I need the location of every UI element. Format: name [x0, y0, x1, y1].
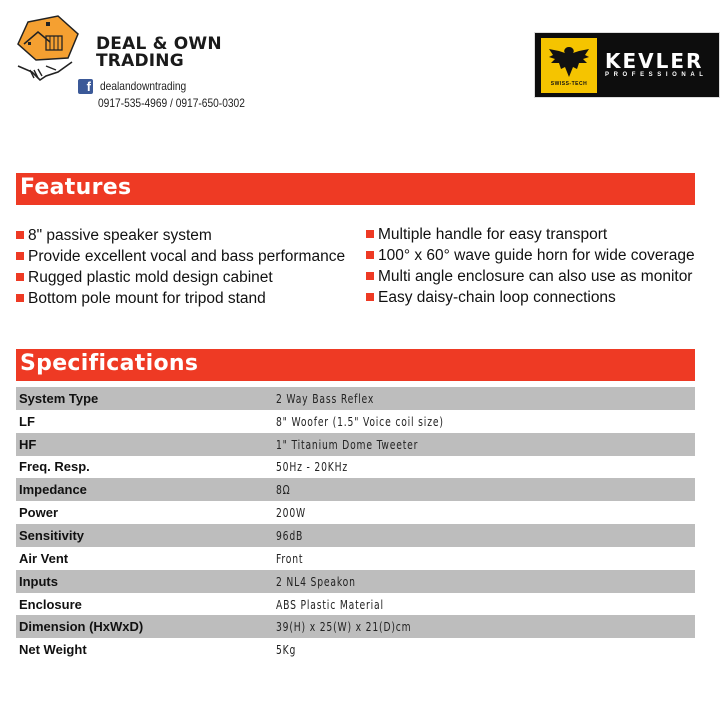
spec-value: 8" Woofer (1.5" Voice coil size) — [276, 413, 444, 429]
table-row — [16, 456, 695, 479]
partner-logo — [534, 32, 720, 98]
emblem-tag: SWISS-TECH — [550, 81, 588, 87]
spec-value: 50Hz - 20KHz — [276, 459, 349, 475]
feature-text: Bottom pole mount for tripod stand — [28, 289, 266, 307]
facebook-handle[interactable]: dealandowntrading — [100, 79, 187, 93]
spec-value: Front — [276, 550, 304, 566]
features-title: Features — [20, 175, 132, 200]
spec-label: HF — [19, 436, 37, 452]
table-row — [16, 524, 695, 547]
specifications-table — [16, 387, 695, 661]
feature-text: Easy daisy-chain loop connections — [378, 288, 616, 306]
spec-label: Freq. Resp. — [19, 459, 90, 475]
table-row — [16, 410, 695, 433]
spec-label: LF — [19, 413, 35, 429]
table-row — [16, 387, 695, 410]
spec-label: Net Weight — [19, 642, 87, 658]
feature-item — [366, 246, 695, 267]
spec-value: 8Ω — [276, 482, 291, 498]
bullet-icon — [366, 272, 374, 280]
brand-name-line2: TRADING — [96, 51, 184, 71]
partner-subtitle: PROFESSIONAL — [605, 72, 708, 78]
facebook-icon: f — [78, 79, 93, 94]
spec-value: ABS Plastic Material — [276, 596, 384, 612]
bullet-icon — [16, 294, 24, 302]
bullet-icon — [366, 251, 374, 259]
feature-item — [16, 288, 345, 309]
spec-value: 1" Titanium Dome Tweeter — [276, 436, 419, 452]
spec-value: 96dB — [276, 527, 304, 543]
spec-value: 2 Way Bass Reflex — [276, 390, 375, 406]
table-row — [16, 593, 695, 616]
feature-text: 8" passive speaker system — [28, 227, 212, 245]
spec-label: Impedance — [19, 482, 87, 498]
spec-value: 200W — [276, 505, 307, 521]
facebook-contact[interactable] — [78, 78, 201, 94]
table-row — [16, 570, 695, 593]
spec-label: Sensitivity — [19, 527, 85, 543]
table-row — [16, 501, 695, 524]
features-list-right — [366, 225, 695, 308]
feature-text: Multi angle enclosure can also use as monitor — [378, 267, 693, 285]
table-row — [16, 433, 695, 456]
spec-label: Dimension (HxWxD) — [19, 619, 144, 635]
feature-item — [366, 287, 695, 308]
feature-text: Rugged plastic mold design cabinet — [28, 268, 273, 286]
bullet-icon — [16, 231, 24, 239]
bullet-icon — [366, 230, 374, 238]
bullet-icon — [16, 273, 24, 281]
feature-item — [16, 247, 345, 268]
spec-label: Air Vent — [19, 550, 69, 566]
spec-label: System Type — [19, 390, 99, 406]
phone-numbers: 0917-535-4969 / 0917-650-0302 — [98, 96, 245, 110]
feature-item — [16, 268, 345, 289]
features-header-bar — [16, 173, 695, 205]
partner-name: KEVLER — [605, 49, 704, 73]
table-row — [16, 638, 695, 661]
features-list-left — [16, 226, 345, 309]
brand-name-line1: DEAL & OWN — [96, 34, 222, 54]
spec-label: Enclosure — [19, 596, 82, 612]
table-row — [16, 478, 695, 501]
specifications-title: Specifications — [20, 351, 199, 376]
feature-text: 100° x 60° wave guide horn for wide coverage — [378, 247, 695, 265]
spec-value: 5Kg — [276, 642, 297, 658]
feature-item — [16, 226, 345, 247]
table-row — [16, 615, 695, 638]
feature-item — [366, 267, 695, 288]
specifications-header-bar — [16, 349, 695, 381]
spec-label: Inputs — [19, 573, 58, 589]
house-handshake-logo — [16, 14, 80, 86]
brand-block — [16, 14, 276, 114]
eagle-emblem-icon — [541, 38, 597, 93]
table-row — [16, 547, 695, 570]
brand-name — [96, 36, 222, 70]
bullet-icon — [366, 293, 374, 301]
spec-value: 39(H) x 25(W) x 21(D)cm — [276, 619, 412, 635]
spec-label: Power — [19, 505, 59, 521]
feature-text: Provide excellent vocal and bass performance — [28, 248, 346, 266]
spec-value: 2 NL4 Speakon — [276, 573, 356, 589]
bullet-icon — [16, 252, 24, 260]
feature-text: Multiple handle for easy transport — [378, 226, 608, 244]
feature-item — [366, 225, 695, 246]
